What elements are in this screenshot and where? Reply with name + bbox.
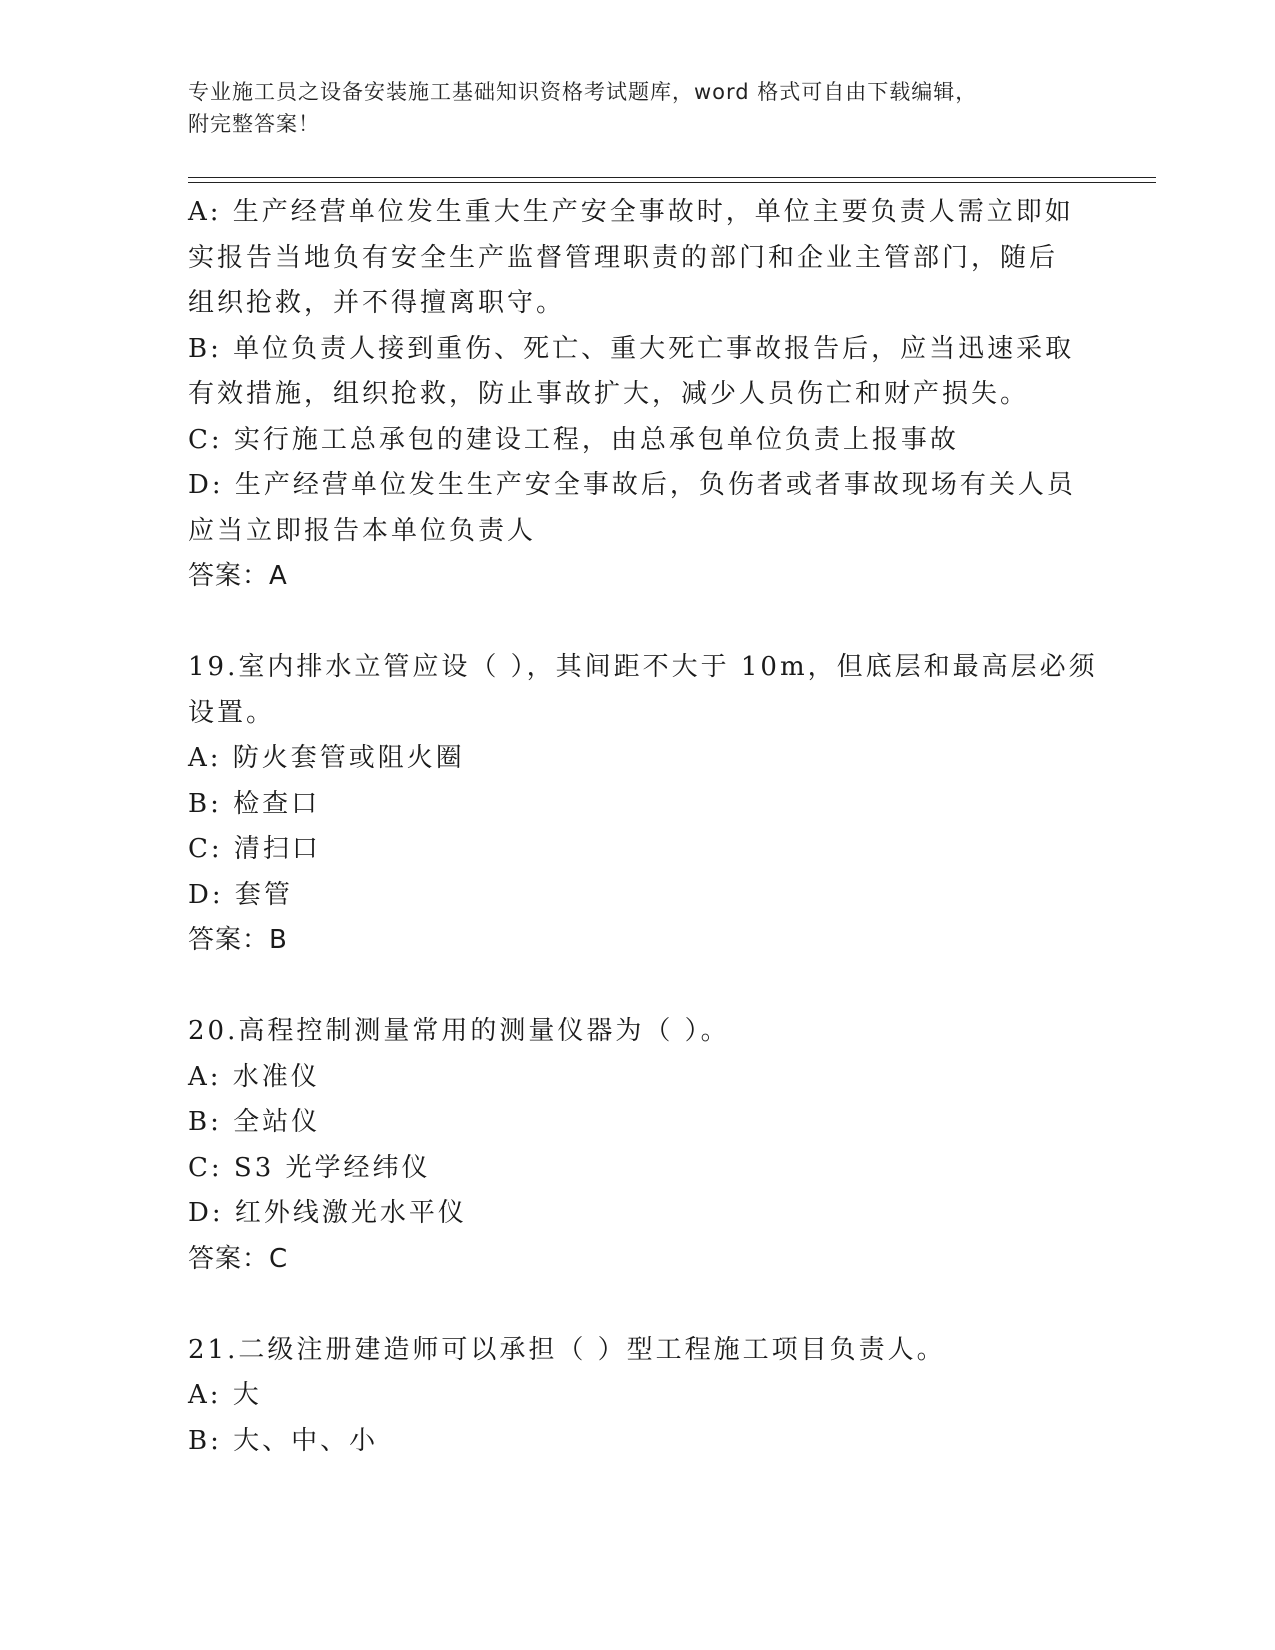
option-line: 有效措施，组织抢救，防止事故扩大，减少人员伤亡和财产损失。 [188, 379, 1030, 409]
option-a: A: 大 [188, 1380, 262, 1410]
option-c: C: 清扫口 [188, 834, 321, 864]
header-line-2: 附完整答案！ [188, 112, 320, 136]
header-rule-bottom [188, 182, 1156, 183]
answer-line: 答案：C [188, 1243, 289, 1274]
option-line: 组织抢救，并不得擅离职守。 [188, 288, 566, 318]
option-a: A: 防火套管或阻火圈 [188, 743, 465, 773]
option-b: B: 检查口 [188, 788, 321, 819]
option-line: 应当立即报告本单位负责人 [188, 515, 537, 546]
question-list [188, 190, 1098, 1464]
answer-line: 答案：A [188, 561, 288, 591]
option-b: B: 全站仪 [188, 1107, 321, 1137]
answer-line: 答案：B [188, 925, 288, 955]
option-line: C: 实行施工总承包的建设工程，由总承包单位负责上报事故 [188, 424, 959, 455]
option-d: D: 套管 [188, 879, 293, 910]
question-18-tail [188, 190, 1088, 600]
option-line: 实报告当地负有安全生产监督管理职责的部门和企业主管部门，随后 [188, 242, 1059, 273]
option-c: C: S3 光学经纬仪 [188, 1152, 431, 1183]
option-b: B: 大、中、小 [188, 1425, 379, 1456]
option-d: D: 红外线激光水平仪 [188, 1198, 467, 1228]
header-line-1: 专业施工员之设备安装施工基础知识资格考试题库，word 格式可自由下载编辑， [188, 80, 978, 104]
question-text: 设置。 [188, 697, 276, 728]
document-header [188, 76, 1068, 140]
question-text: 21.二级注册建造师可以承担（ ）型工程施工项目负责人。 [188, 1334, 946, 1365]
option-line: B: 单位负责人接到重伤、死亡、重大死亡事故报告后，应当迅速采取 [188, 333, 1075, 364]
question-text: 19.室内排水立管应设（ ），其间距不大于 10m，但底层和最高层必须 [188, 652, 1098, 682]
question-text: 20.高程控制测量常用的测量仪器为（ ）。 [188, 1016, 730, 1046]
question-20 [188, 1009, 1088, 1282]
question-spacer [188, 964, 1088, 1010]
question-21 [188, 1328, 1088, 1465]
header-rule-top [188, 177, 1156, 178]
question-19 [188, 645, 1098, 964]
question-spacer [188, 1282, 1088, 1328]
question-spacer [188, 600, 1088, 646]
option-line: D: 生产经营单位发生生产安全事故后，负伤者或者事故现场有关人员 [188, 470, 1076, 500]
option-a: A: 水准仪 [188, 1061, 320, 1092]
option-line: A: 生产经营单位发生重大生产安全事故时，单位主要负责人需立即如 [188, 197, 1074, 227]
